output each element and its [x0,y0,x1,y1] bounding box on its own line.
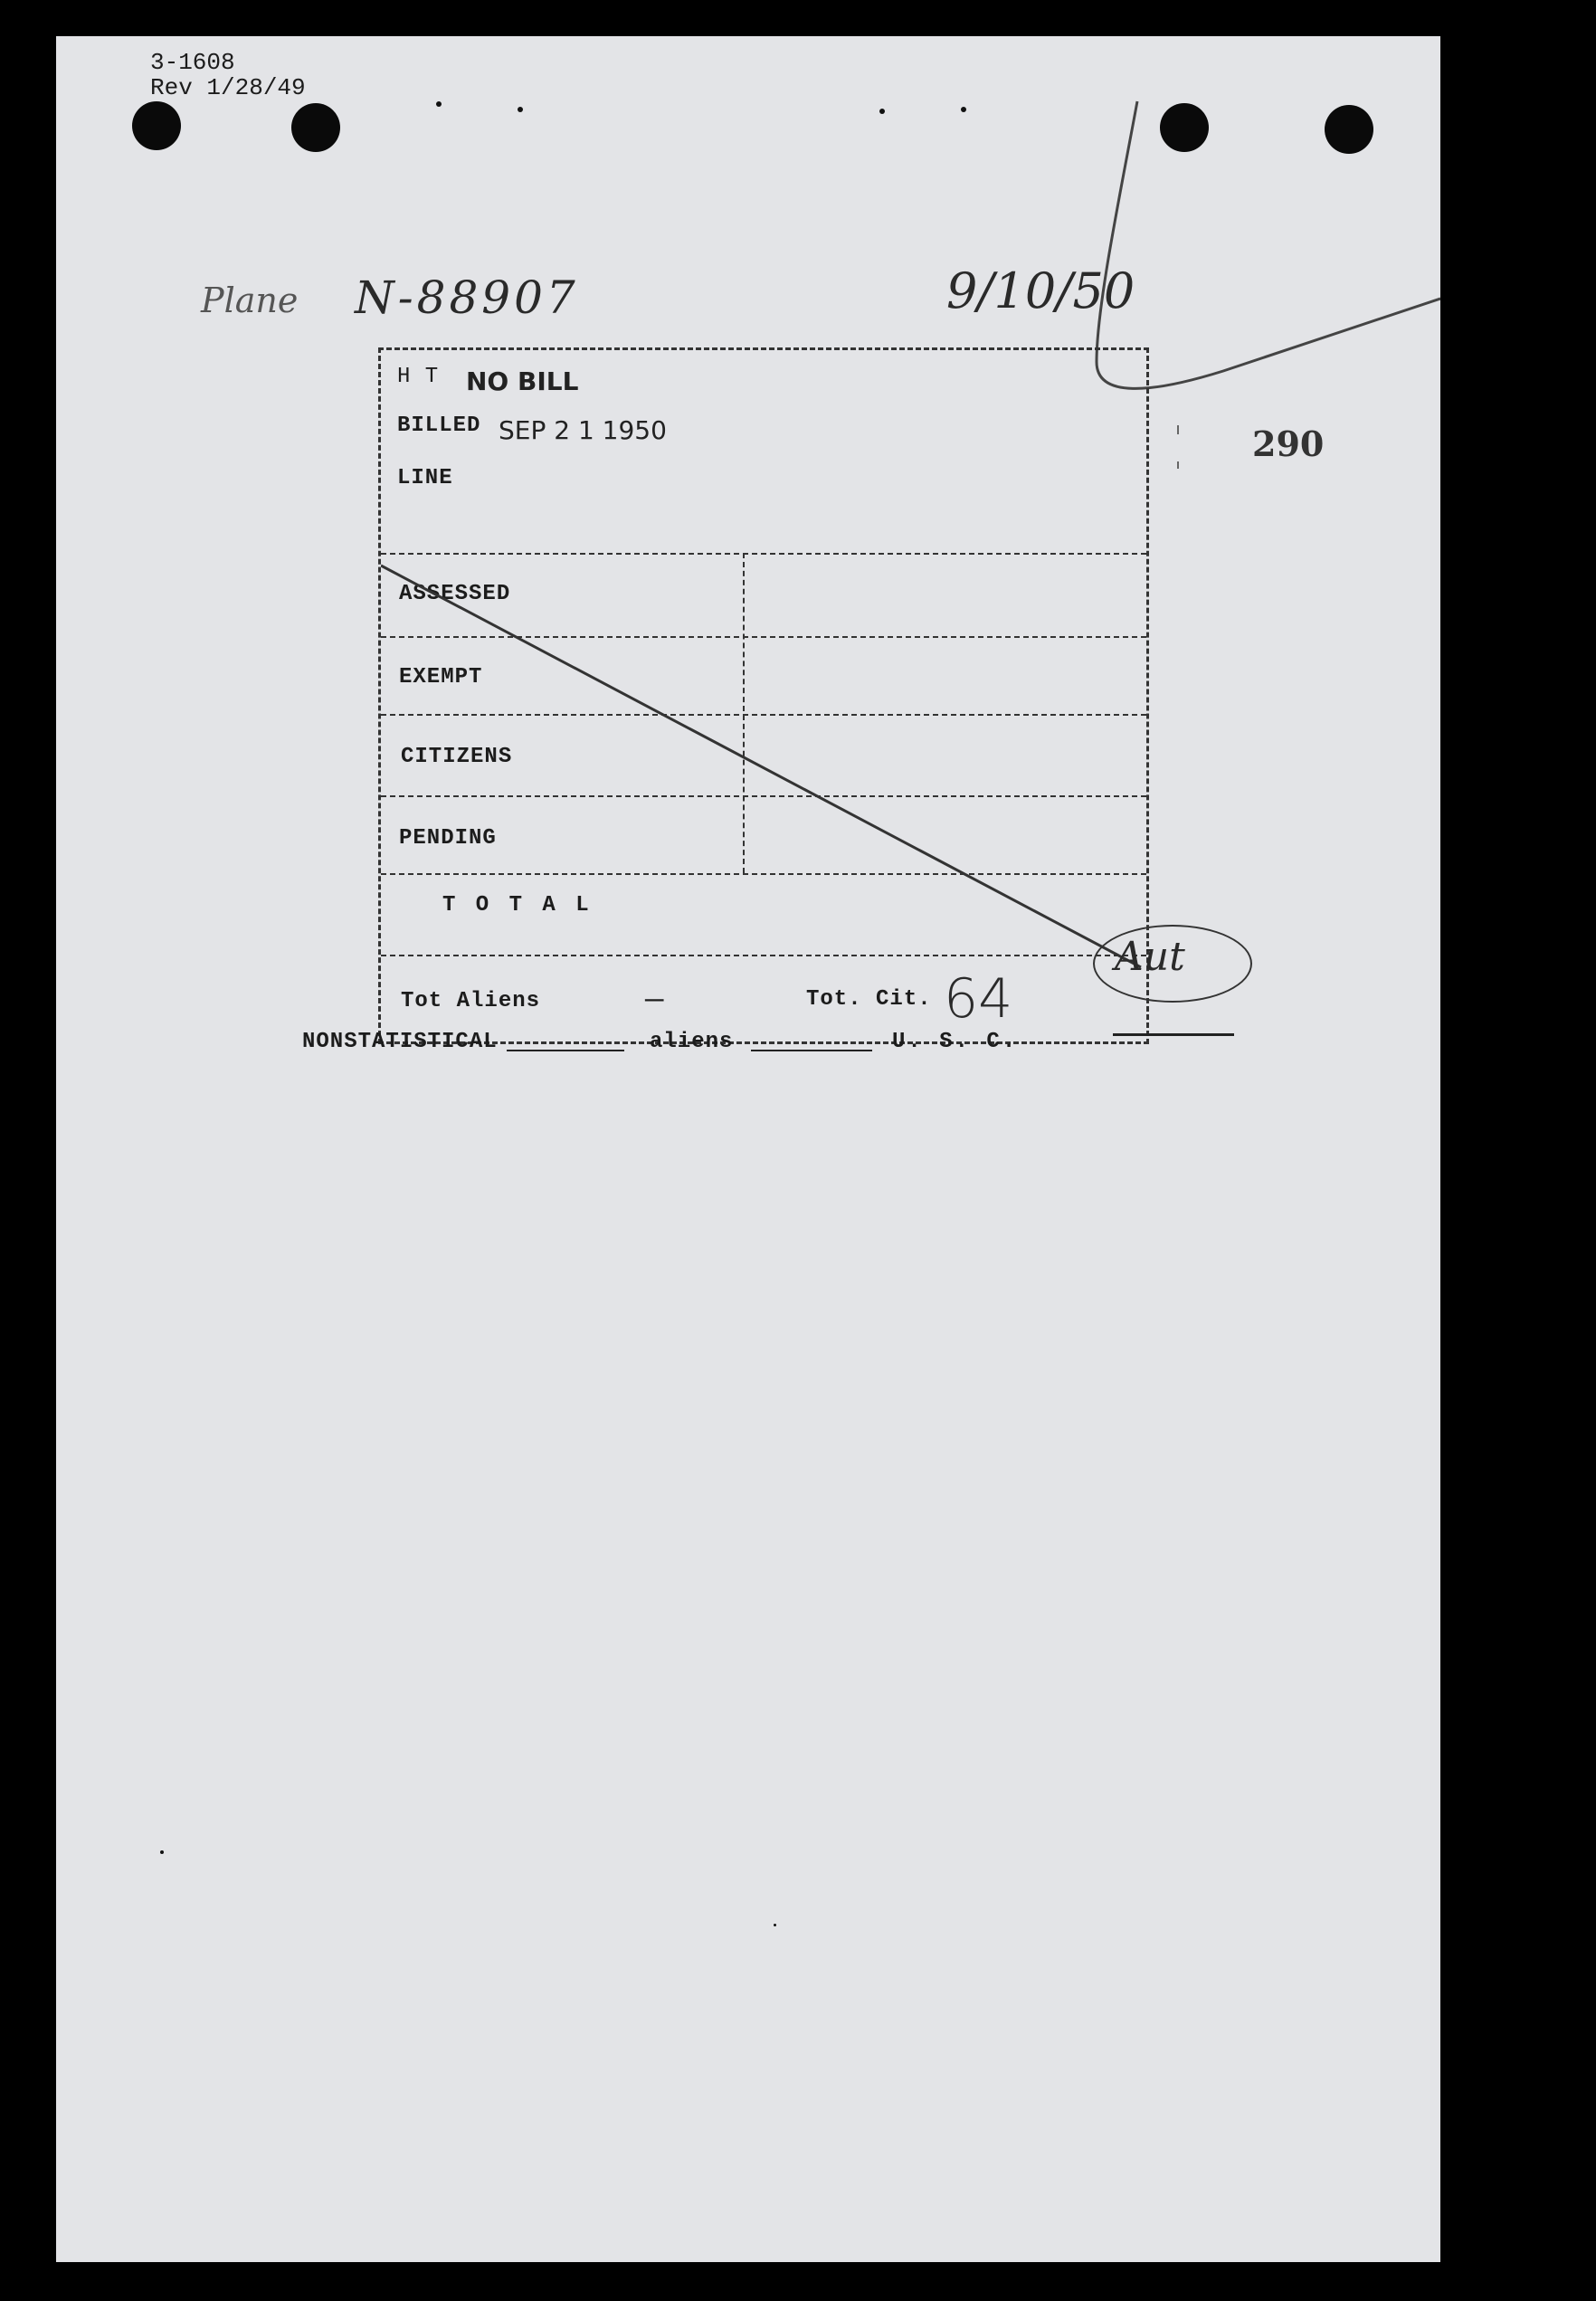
usc-label: U. S. C. [892,1030,1019,1054]
plane-number: N-88907 [355,271,579,324]
tally-form [378,347,1149,1044]
row-label-exempt: EXEMPT [399,665,483,689]
nonstatistical-blank [507,1050,624,1051]
row-label-pending: PENDING [399,826,497,851]
billed-date-stamp: SEP 2 1 1950 [499,415,667,445]
row-label-assessed: ASSESSED [399,582,511,606]
pen-curve [1097,101,1440,388]
no-bill-stamp: NO BILL [466,366,579,396]
initials: Aut [1115,934,1185,980]
plane-label: Plane [201,280,299,320]
total-label: T O T A L [442,893,593,918]
tot-aliens-value: — [645,984,665,1018]
aliens-blank [751,1050,872,1051]
cross-out-line [381,350,1152,1047]
speck [160,1850,164,1854]
aliens-label: aliens [650,1030,734,1054]
document-page [56,36,1440,2262]
diagonal-strike [381,566,1141,967]
line-label: LINE [397,466,453,490]
form-revision: Rev 1/28/49 [150,74,306,101]
tot-cit-label: Tot. Cit. [806,987,932,1012]
tot-aliens-label: Tot Aliens [401,989,541,1013]
tot-cit-value: 64 [944,967,1013,1031]
ht-label: H T [397,365,440,389]
row-label-citizens: CITIZENS [401,745,513,769]
speck [774,1924,776,1926]
nonstatistical-label: NONSTATISTICAL [302,1030,498,1054]
billed-label: BILLED [397,414,481,438]
handwritten-date: 9/10/50 [946,262,1135,319]
signature-underline [1113,1033,1234,1036]
page-number: 290 [1252,423,1325,464]
form-number: 3-1608 [150,49,235,76]
